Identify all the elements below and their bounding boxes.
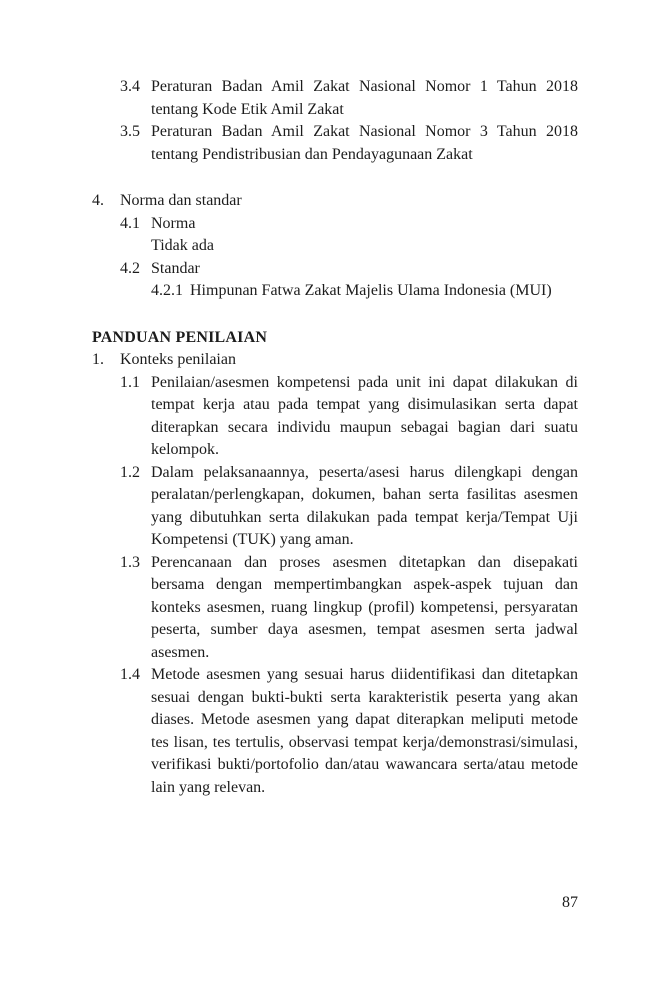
item-number: 1. <box>92 351 104 368</box>
item-number: 4. <box>92 192 104 209</box>
item-text: Perencanaan dan proses asesmen ditetapkan dan disepakati bersama dengan mempertimbangkan aspek-aspek tujuan dan konteks asesmen, ruang lingkup (profil) kompetensi, persyaratan peserta, sumber daya asesmen, tempat asesmen serta jadwal asesmen. <box>151 553 578 661</box>
regulations-list <box>120 76 578 166</box>
spacer <box>92 303 578 327</box>
section-title: Norma dan standar <box>120 192 242 209</box>
list-item-3-4 <box>120 76 578 121</box>
item-text: Dalam pelaksanaannya, peserta/asesi harus dilengkapi dengan peralatan/perlengkapan, dokumen, bahan serta fasilitas asesmen yang dibutuhkan serta dilakukan pada tempat kerja/Tempat Uji Kompetensi (TUK) yang aman. <box>151 463 578 548</box>
item-number: 1.4 <box>120 666 140 683</box>
konteks-item-1-3 <box>120 552 578 665</box>
standar-item-4-2-1 <box>151 280 578 303</box>
item-number: 4.2 <box>120 259 140 277</box>
norma-item-4-2 <box>120 258 578 281</box>
list-item-3-5 <box>120 121 578 166</box>
spacer <box>92 166 578 190</box>
item-number: 4.1 <box>120 214 140 232</box>
item-number: 1.1 <box>120 373 140 391</box>
item-number: 1.3 <box>120 553 140 571</box>
item-number: 4.2.1 <box>151 282 183 299</box>
norma-item-4-1 <box>120 213 578 236</box>
norma-subsections <box>120 213 578 303</box>
konteks-item-1-4 <box>120 664 578 799</box>
item-text: Himpunan Fatwa Zakat Majelis Ulama Indonesia (MUI) <box>190 282 552 299</box>
panduan-section <box>92 327 578 800</box>
item-text: Penilaian/asesmen kompetensi pada unit ini dapat dilakukan di tempat kerja atau pada tempat yang disimulasikan serta dapat diterapkan secara individu maupun sebagai bagian dari suatu kelompok. <box>151 373 578 458</box>
item-text: Peraturan Badan Amil Zakat Nasional Nomor 3 Tahun 2018 tentang Pendistribusian dan Pendayagunaan Zakat <box>151 123 578 163</box>
section-heading: PANDUAN PENILAIAN <box>92 328 268 346</box>
item-text: Peraturan Badan Amil Zakat Nasional Nomor 1 Tahun 2018 tentang Kode Etik Amil Zakat <box>151 78 578 118</box>
item-number: 1.2 <box>120 463 140 481</box>
norma-heading-row <box>92 190 578 213</box>
item-number: 3.4 <box>120 78 140 95</box>
subsection-title: Konteks penilaian <box>120 351 236 368</box>
konteks-item-1-1 <box>120 372 578 462</box>
item-title: Standar <box>151 259 200 277</box>
item-title: Norma <box>151 214 196 232</box>
konteks-heading-row <box>92 349 578 372</box>
konteks-item-1-2 <box>120 462 578 552</box>
norma-item-4-1-content: Tidak ada <box>151 237 214 254</box>
norma-section <box>92 190 578 303</box>
item-text: Metode asesmen yang sesuai harus diidentifikasi dan ditetapkan sesuai dengan bukti-bukti serta karakteristik peserta yang akan diases. Metode asesmen yang dapat diterapkan meliputi metode tes lisan, tes tertulis, observasi tempat kerja/demonstrasi/simulasi, verifikasi bukti/portofolio dan/atau wawancara serta/atau metode lain yang relevan. <box>151 666 578 796</box>
konteks-items <box>120 372 578 800</box>
item-number: 3.5 <box>120 123 140 140</box>
page-number: 87 <box>562 894 578 911</box>
